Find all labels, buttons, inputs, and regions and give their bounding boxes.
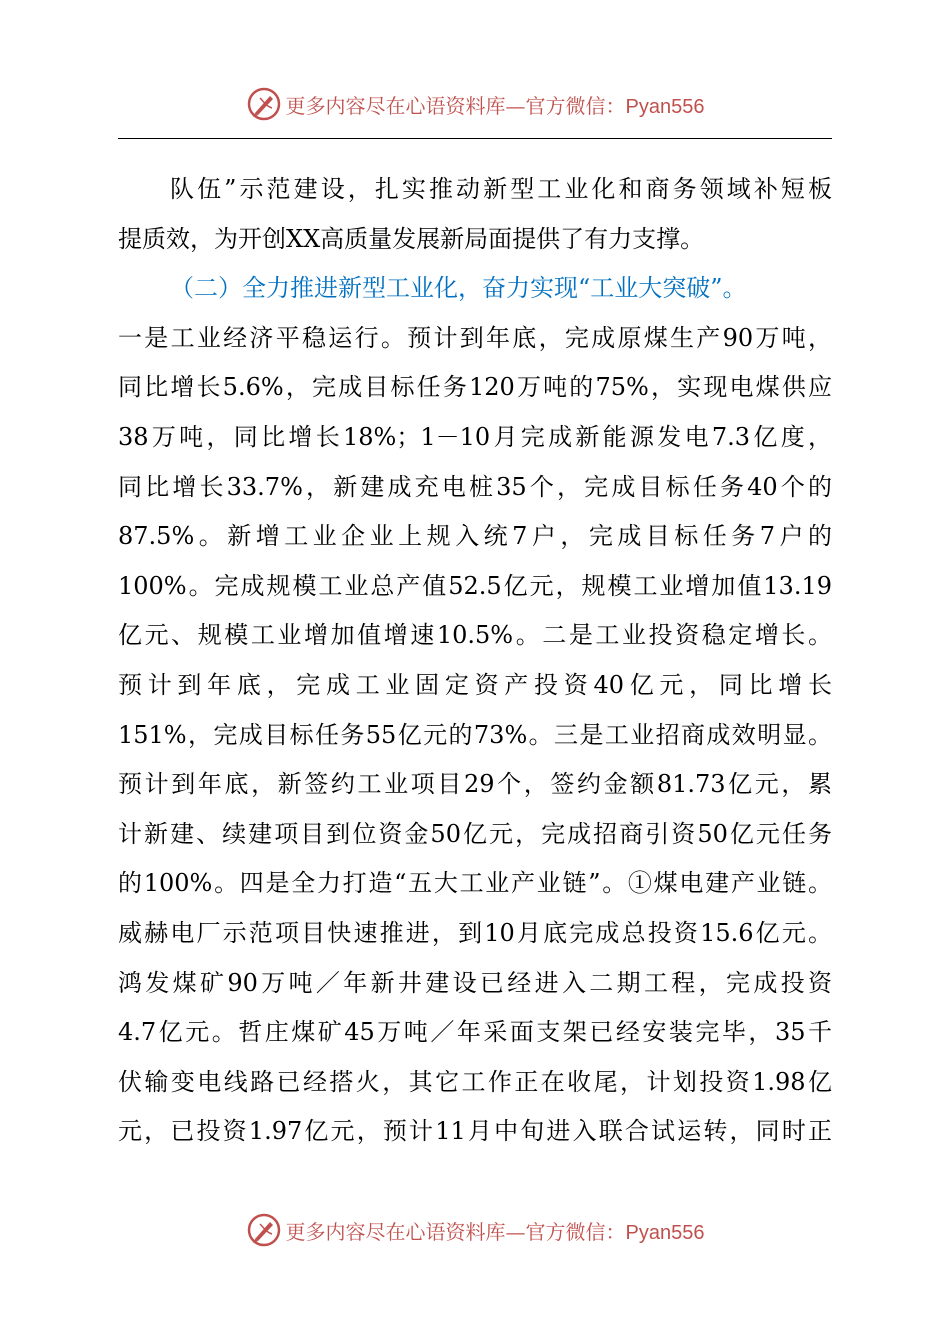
footer-banner [0, 1208, 950, 1252]
paragraph-line: 元，已投资1.97亿元，预计11月中旬进入联合试运转，同时正 [118, 1117, 832, 1146]
pen-nib-logo-icon [246, 1212, 282, 1248]
paragraph-line: 鸿发煤矿90万吨／年新井建设已经进入二期工程，完成投资 [118, 968, 832, 997]
paragraph-line: 亿元、规模工业增加值增速10.5%。二是工业投资稳定增长。 [118, 621, 832, 650]
paragraph-line: 4.7亿元。哲庄煤矿45万吨／年采面支架已经安装完毕，35千 [118, 1018, 832, 1047]
paragraph-line: 151%，完成目标任务55亿元的73%。三是工业招商成效明显。 [118, 720, 832, 749]
paragraph-line: 87.5%。新增工业企业上规入统7户，完成目标任务7户的 [118, 522, 832, 551]
paragraph-line: 预计到年底，新签约工业项目29个，签约金额81.73亿元，累 [118, 770, 832, 799]
paragraph-line: 威赫电厂示范项目快速推进，到10月底完成总投资15.6亿元。 [118, 918, 832, 947]
paragraph-line: 预计到年底，完成工业固定资产投资40亿元，同比增长 [118, 670, 832, 699]
section-heading: （二）全力推进新型工业化，奋力实现“工业大突破”。 [170, 274, 747, 303]
footer-banner-text: 更多内容尽在心语资料库—官方微信：Pyan556 [285, 1219, 705, 1244]
paragraph-line: 提质效，为开创XX高质量发展新局面提供了有力支撑。 [118, 224, 705, 253]
paragraph-line: 伏输变电线路已经搭火，其它工作正在收尾，计划投资1.98亿 [118, 1067, 832, 1096]
paragraph-line: 100%。完成规模工业总产值52.5亿元，规模工业增加值13.19 [118, 571, 832, 600]
header-divider [118, 138, 832, 139]
paragraph-line: 同比增长33.7%，新建成充电桩35个，完成目标任务40个的 [118, 472, 832, 501]
paragraph-line: 队伍”示范建设，扎实推动新型工业化和商务领域补短板 [170, 175, 832, 203]
paragraph-line: 38万吨，同比增长18%；1－10月完成新能源发电7.3亿度， [118, 422, 832, 451]
paragraph-line: 的100%。四是全力打造“五大工业产业链”。①煤电建产业链。 [118, 869, 832, 898]
paragraph-line: 一是工业经济平稳运行。预计到年底，完成原煤生产90万吨， [118, 323, 832, 352]
paragraph-line: 计新建、续建项目到位资金50亿元，完成招商引资50亿元任务 [118, 819, 832, 848]
pen-nib-logo-icon [246, 86, 282, 122]
paragraph-line: 同比增长5.6%，完成目标任务120万吨的75%，实现电煤供应 [118, 373, 832, 402]
header-banner [0, 82, 950, 126]
header-banner-text: 更多内容尽在心语资料库—官方微信：Pyan556 [285, 93, 705, 118]
document-body [118, 165, 832, 1157]
